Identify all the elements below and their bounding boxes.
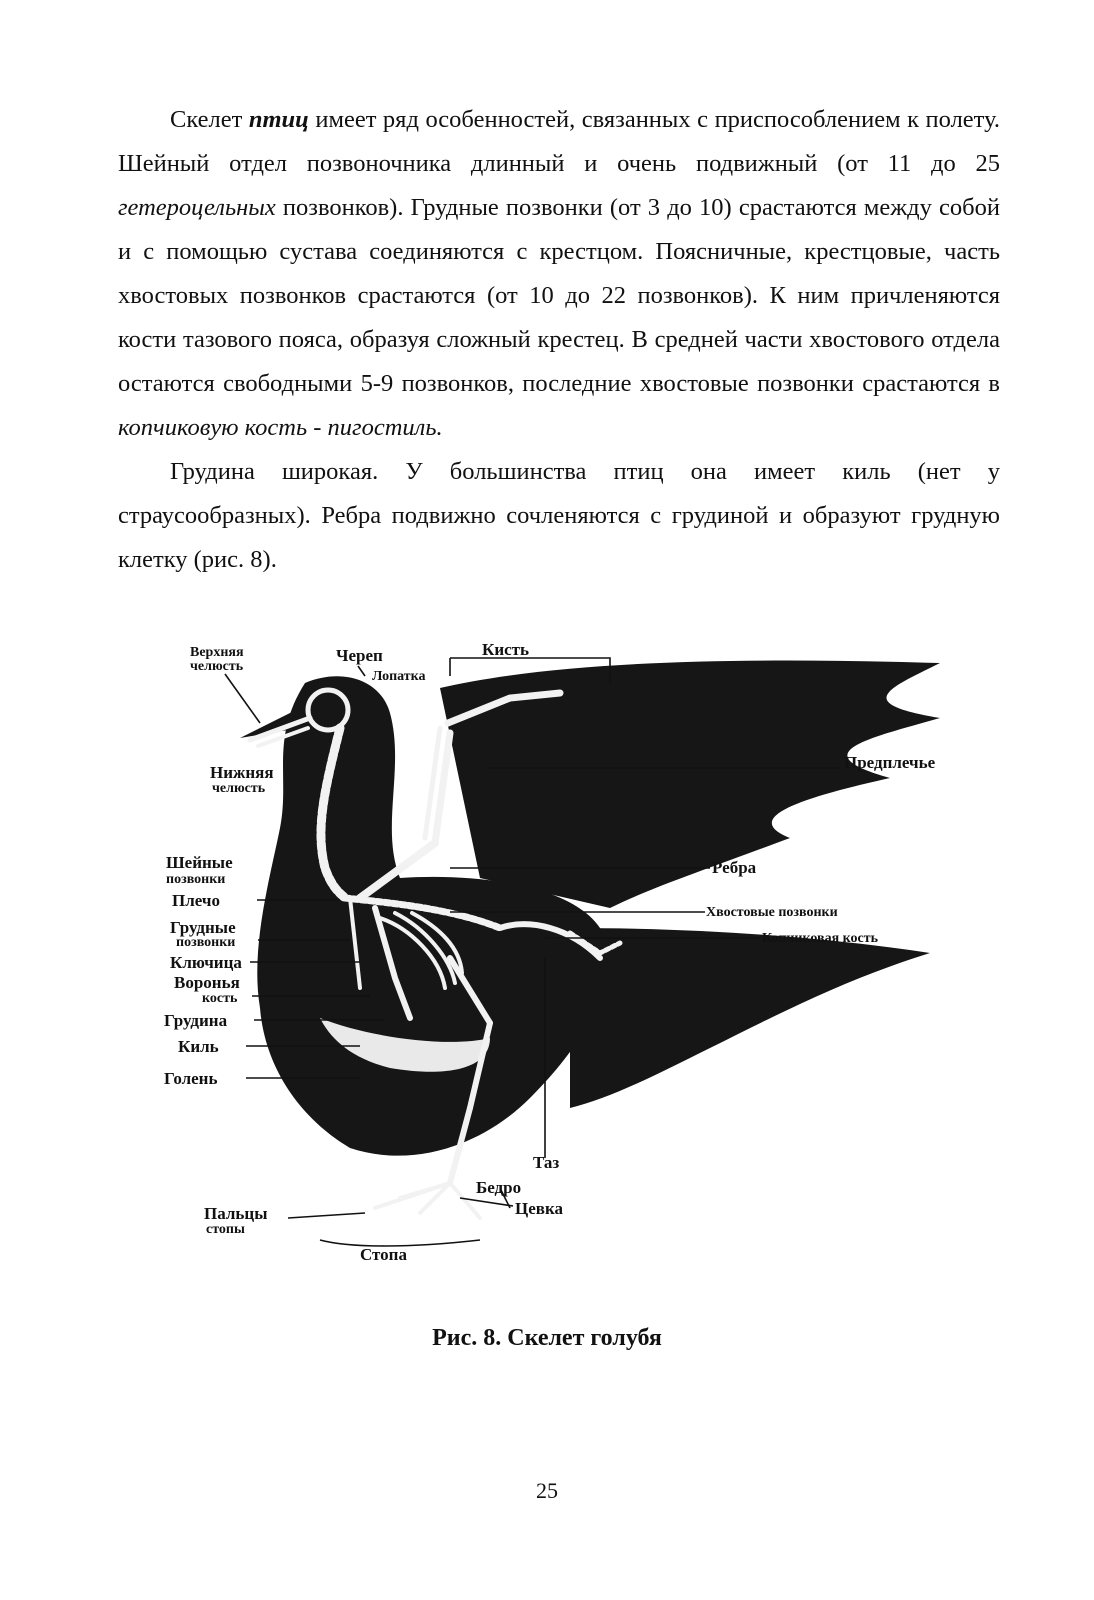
para2-text: Грудина широкая. У большинства птиц она имеет киль (нет у страусообразных). Ребра подвижно сочленяются с грудиной и образуют грудную клетку (рис. 8). xyxy=(118,458,1000,573)
para1-text-3: позвонков). Грудные позвонки (от 3 до 10) срастаются между собой и с помощью сустава соединяются с крестцом. Поясничные, крестцовые, часть хвостовых позвонков срастаются (от 10 до 22 позвонков). К ним причленяются кости тазового пояса, образуя сложный крестец. В средней части хвостового отдела остаются свободными 5-9 позвонков, последние хвостовые позвонки срастаются в xyxy=(118,194,1000,397)
paragraph-sternum xyxy=(118,450,1000,582)
page-number: 25 xyxy=(536,1478,558,1503)
emphasis-pygostyle: копчиковую кость - пигостиль. xyxy=(118,414,443,441)
para1-text-2: имеет ряд особенностей, связанных с приспособлением к полету. Шейный отдел позвоночника длинный и очень подвижный (от 11 до 25 xyxy=(118,106,1000,177)
label-clavicle: Ключица xyxy=(170,953,242,972)
label-scapula: Лопатка xyxy=(372,669,426,684)
label-hand: Кисть xyxy=(482,640,530,659)
label-toes-1: Пальцы xyxy=(204,1204,268,1223)
label-pelvis: Таз xyxy=(533,1153,560,1172)
label-sternum: Грудина xyxy=(164,1011,228,1030)
label-thoracic-1: Грудные xyxy=(170,918,236,937)
label-toes-2: стопы xyxy=(206,1222,245,1237)
emphasis-heterocoelous: гетероцельных xyxy=(118,194,276,221)
label-thoracic-2: позвонки xyxy=(176,935,236,950)
label-ribs: Ребра xyxy=(712,858,757,877)
label-forearm: Предплечье xyxy=(844,753,936,772)
pigeon-skeleton-illustration xyxy=(150,628,970,1288)
paragraph-skeleton-features xyxy=(118,98,1000,450)
label-tarsus: Цевка xyxy=(515,1199,563,1218)
pigeon-skeleton-figure xyxy=(150,628,970,1288)
label-coracoid-2: кость xyxy=(202,991,238,1006)
label-femur: Бедро xyxy=(476,1178,522,1197)
label-cervical-2: позвонки xyxy=(166,872,226,887)
label-lower-jaw-1: Нижняя xyxy=(210,763,274,782)
label-tibia: Голень xyxy=(164,1069,218,1088)
label-upper-jaw-2: челюсть xyxy=(190,659,244,674)
label-humerus: Плечо xyxy=(172,891,220,910)
label-upper-jaw-1: Верхняя xyxy=(190,645,244,660)
label-tail-vertebrae: Хвостовые позвонки xyxy=(706,905,838,920)
emphasis-birds: птиц xyxy=(248,106,309,133)
label-pygostyle: Копчиковая кость xyxy=(762,931,879,946)
label-lower-jaw-2: челюсть xyxy=(212,781,266,796)
tail-silhouette xyxy=(570,928,930,1108)
figure-caption: Рис. 8. Скелет голубя xyxy=(432,1325,662,1351)
label-foot: Стопа xyxy=(360,1245,407,1264)
para1-text-1: Скелет xyxy=(170,106,249,133)
label-keel: Киль xyxy=(178,1037,219,1056)
label-cervical-1: Шейные xyxy=(166,853,233,872)
label-skull: Череп xyxy=(336,646,383,665)
label-coracoid-1: Воронья xyxy=(174,973,240,992)
